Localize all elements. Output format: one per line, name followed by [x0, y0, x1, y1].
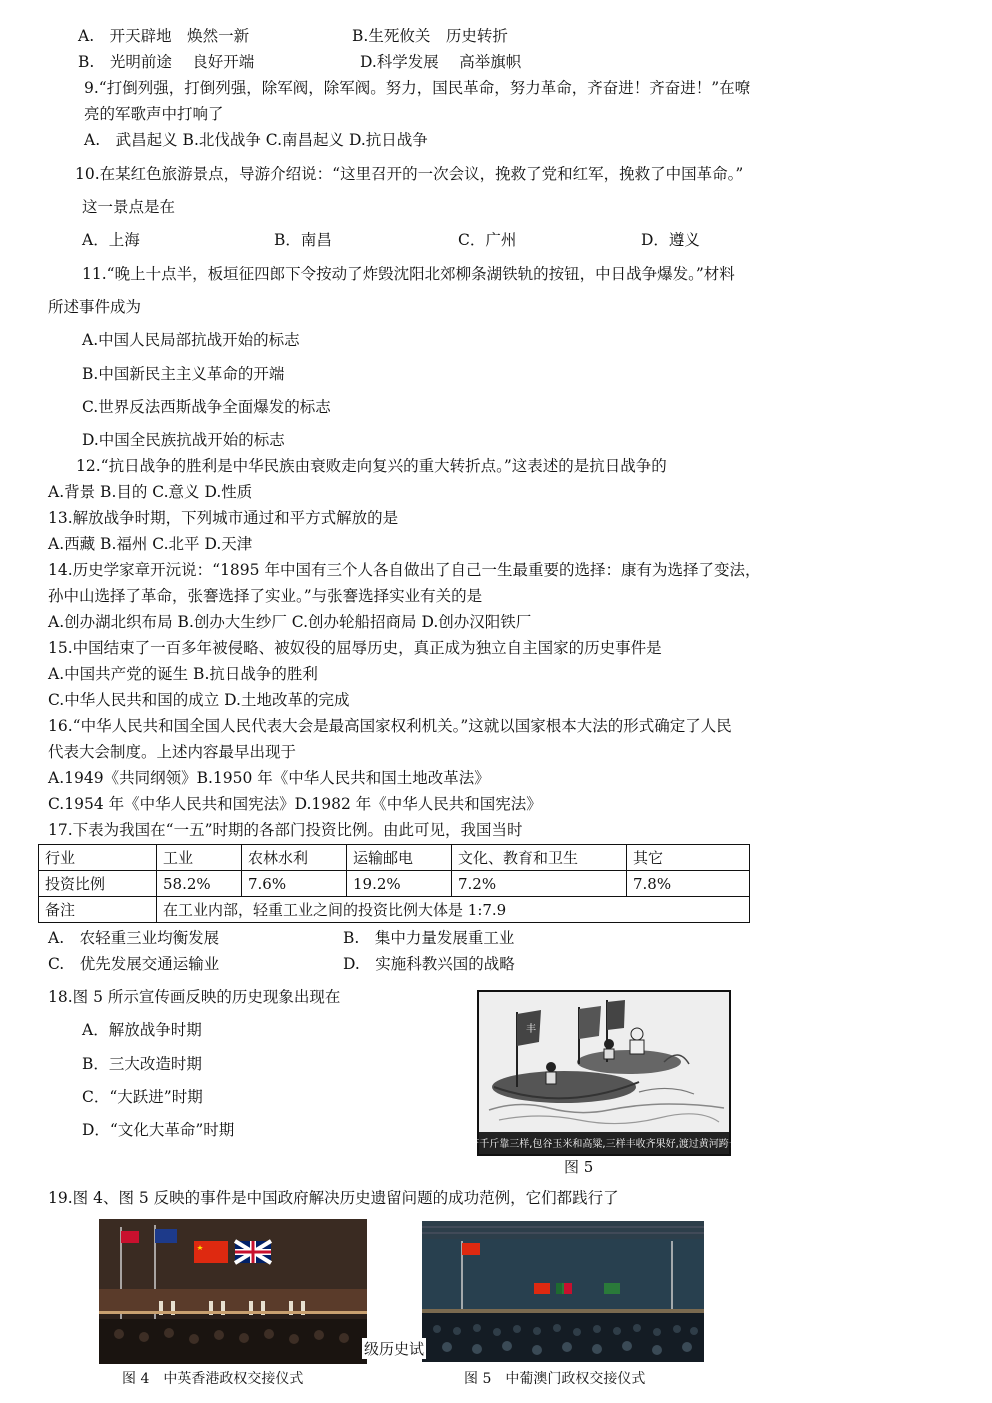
q12-options: A.背景 B.目的 C.意义 D.性质 [48, 483, 253, 501]
q19-stem: 19.图 4、图 5 反映的事件是中国政府解决历史遗留问题的成功范例，它们都践行了 [48, 1189, 619, 1207]
table-cell: 7.8% [627, 871, 750, 897]
macau-handover-photo [422, 1221, 704, 1362]
q8-option-d: D.科学发展 高举旗帜 [360, 53, 522, 71]
table-cell: 7.6% [242, 871, 347, 897]
table-note: 在工业内部，轻重工业之间的投资比例大体是 1:7.9 [157, 897, 750, 923]
q16-stem-line2: 代表大会制度。上述内容最早出现于 [48, 743, 297, 761]
q16-options-line1: A.1949《共同纲领》B.1950 年《中华人民共和国土地改革法》 [48, 769, 490, 787]
poster-drawing [459, 992, 749, 1154]
table-cell: 备注 [39, 897, 157, 923]
table-cell: 工业 [157, 845, 242, 871]
table-cell: 农林水利 [242, 845, 347, 871]
q11-stem-line2: 所述事件成为 [48, 298, 142, 316]
table-cell: 运输邮电 [347, 845, 452, 871]
q17-option-d: D. 实施科教兴国的战略 [343, 955, 515, 973]
table-cell: 58.2% [157, 871, 242, 897]
q15-options-line1: A.中国共产党的诞生 B.抗日战争的胜利 [48, 665, 318, 683]
table-cell: 投资比例 [39, 871, 157, 897]
footer-partial-text: 级历史试 [364, 1340, 425, 1358]
figure5-poster-caption: 图 5 [564, 1158, 594, 1176]
q16-options-line2: C.1954 年《中华人民共和国宪法》D.1982 年《中华人民共和国宪法》 [48, 795, 542, 813]
hk-photo-drawing [99, 1219, 367, 1364]
q11-option-d: D.中国全民族抗战开始的标志 [82, 431, 285, 449]
q18-option-b: B．三大改造时期 [82, 1055, 202, 1073]
q14-options: A.创办湖北织布局 B.创办大生纱厂 C.创办轮船招商局 D.创办汉阳铁厂 [48, 613, 532, 631]
table-cell: 文化、教育和卫生 [452, 845, 627, 871]
table-row [39, 871, 750, 897]
q15-options-line2: C.中华人民共和国的成立 D.土地改革的完成 [48, 691, 350, 709]
q17-option-a: A. 农轻重三业均衡发展 [48, 929, 220, 947]
q18-option-d: D．“文化大革命”时期 [82, 1121, 235, 1139]
investment-table [38, 844, 750, 923]
q14-stem-line1: 14.历史学家章开沅说：“1895 年中国有三个人各自做出了自己一生最重要的选择：康有为选择了变法， [48, 561, 761, 579]
q14-stem-line2: 孙中山选择了革命，张謇选择了实业。”与张謇选择实业有关的是 [48, 587, 483, 605]
hongkong-handover-photo [99, 1219, 367, 1364]
table-cell: 行业 [39, 845, 157, 871]
q13-options: A.西藏 B.福州 C.北平 D.天津 [48, 535, 253, 553]
q10-stem-line1: 10.在某红色旅游景点，导游介绍说：“这里召开的一次会议，挽救了党和红军，挽救了中国革命。” [75, 165, 744, 183]
q9-stem-line2: 亮的军歌声中打响了 [84, 105, 224, 123]
table-cell: 7.2% [452, 871, 627, 897]
q15-stem: 15.中国结束了一百多年被侵略、被奴役的屈辱历史，真正成为独立自主国家的历史事件是 [48, 639, 662, 657]
q11-option-c: C.世界反法西斯战争全面爆发的标志 [82, 398, 331, 416]
q18-stem: 18.图 5 所示宣传画反映的历史现象出现在 [48, 988, 341, 1006]
q13-stem: 13.解放战争时期，下列城市通过和平方式解放的是 [48, 509, 399, 527]
q9-options: A. 武昌起义 B.北伐战争 C.南昌起义 D.抗日战争 [84, 131, 428, 149]
q10-stem-line2: 这一景点是在 [82, 198, 176, 216]
q10-option-a: A．上海 [82, 231, 140, 249]
q18-option-c: C．“大跃进”时期 [82, 1088, 203, 1106]
q10-option-b: B．南昌 [274, 231, 332, 249]
macau-photo-drawing [422, 1221, 704, 1362]
q17-stem: 17.下表为我国在“一五”时期的各部门投资比例。由此可见，我国当时 [48, 821, 523, 839]
q16-stem-line1: 16.“中华人民共和国全国人民代表大会是最高国家权利机关。”这就以国家根本大法的形式确定了人民 [48, 717, 732, 735]
q8-option-c: B. 光明前途 良好开端 [78, 53, 255, 71]
q11-option-a: A.中国人民局部抗战开始的标志 [82, 331, 300, 349]
q17-option-c: C. 优先发展交通运输业 [48, 955, 220, 973]
figure5-caption: 图 5 中葡澳门政权交接仪式 [464, 1371, 646, 1387]
poster-slogan: 亩产千斤靠三样,包谷玉米和高粱,三样丰收齐果好,渡过黄河跨长江 [459, 1139, 749, 1150]
table-note-row [39, 897, 750, 923]
q11-stem-line1: 11.“晚上十点半，板垣征四郎下令按动了炸毁沈阳北郊柳条湖铁轨的按钮，中日战争爆发。”材料 [82, 265, 735, 283]
figure4-caption: 图 4 中英香港政权交接仪式 [122, 1371, 304, 1387]
table-cell: 19.2% [347, 871, 452, 897]
q9-stem-line1: 9.“打倒列强，打倒列强，除军阀，除军阀。努力，国民革命，努力革命，齐奋进！齐奋进！”在嘹 [84, 79, 751, 97]
q8-option-b: B.生死攸关 历史转折 [352, 27, 508, 45]
q18-option-a: A．解放战争时期 [82, 1021, 202, 1039]
q11-option-b: B.中国新民主主义革命的开端 [82, 365, 285, 383]
table-cell: 其它 [627, 845, 750, 871]
q8-option-a: A. 开天辟地 焕然一新 [78, 27, 250, 45]
propaganda-poster-image [459, 990, 749, 1156]
q10-option-d: D．遵义 [641, 231, 700, 249]
q10-option-c: C．广州 [458, 231, 517, 249]
q12-stem: 12.“抗日战争的胜利是中华民族由衰败走向复兴的重大转折点。”这表述的是抗日战争的 [76, 457, 667, 475]
q17-option-b: B. 集中力量发展重工业 [343, 929, 515, 947]
table-header-row [39, 845, 750, 871]
sail-character: 丰 [526, 1024, 536, 1035]
